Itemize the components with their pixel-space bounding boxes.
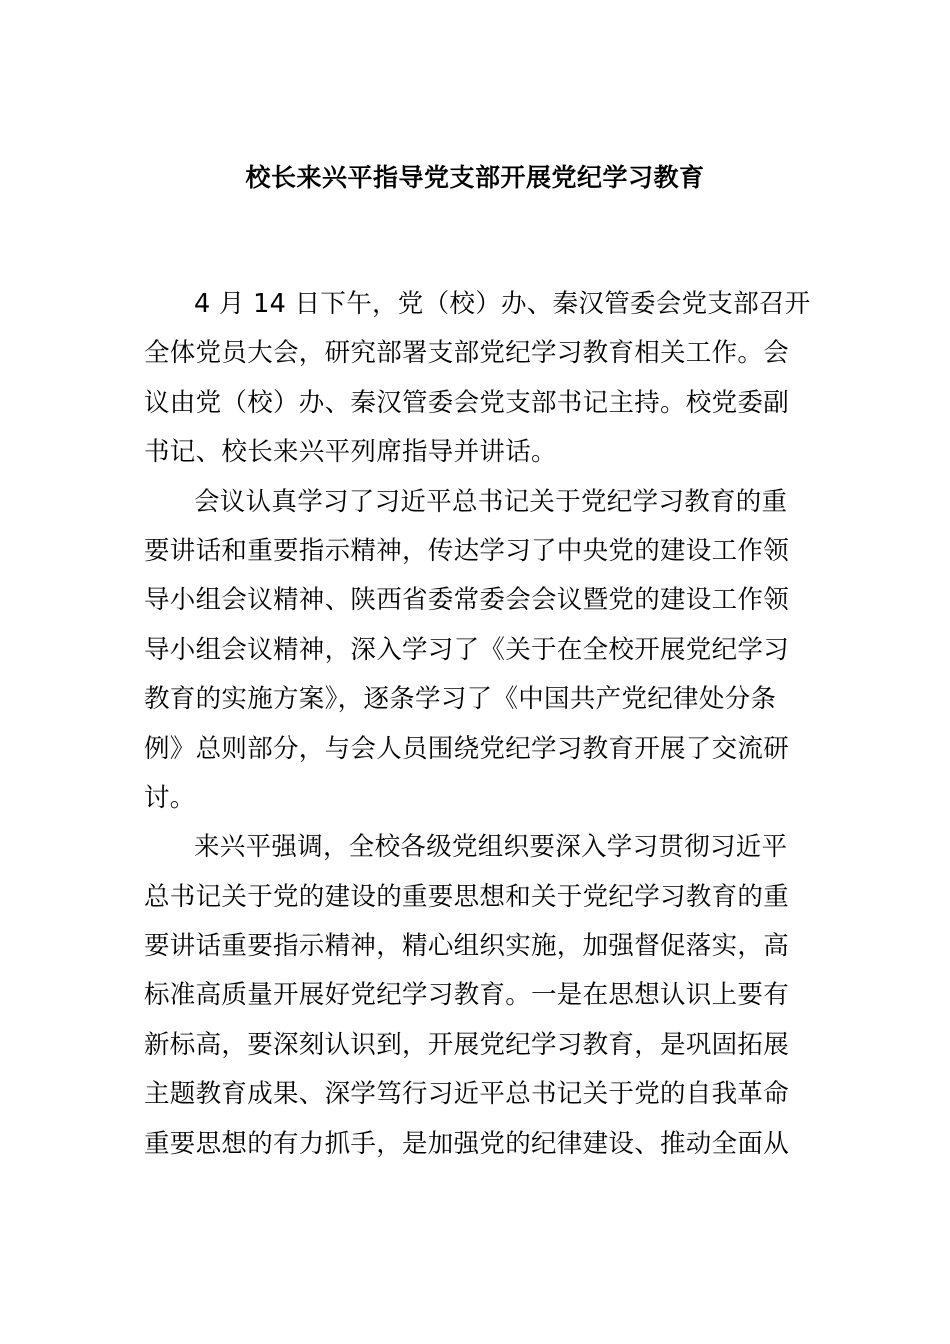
paragraph-line: 新标高，要深刻认识到，开展党纪学习教育，是巩固拓展 xyxy=(144,1029,790,1060)
document-title: 校长来兴平指导党支部开展党纪学习教育 xyxy=(245,163,705,192)
paragraph-line: 会议认真学习了习近平总书记关于党纪学习教育的重 xyxy=(194,486,788,517)
paragraph-line: 主题教育成果、深学笃行习近平总书记关于党的自我革命 xyxy=(144,1079,790,1110)
paragraph-line: 例》总则部分，与会人员围绕党纪学习教育开展了交流研 xyxy=(144,733,790,764)
paragraph-line: 教育的实施方案》，逐条学习了《中国共产党纪律处分条 xyxy=(144,684,777,715)
document-body xyxy=(144,280,809,1169)
paragraph-line: 议由党（校）办、秦汉管委会党支部书记主持。校党委副 xyxy=(144,387,790,418)
paragraph-line: 导小组会议精神、陕西省委常委会会议暨党的建设工作领 xyxy=(144,585,790,616)
paragraph-1 xyxy=(144,280,809,478)
paragraph-line: 重要思想的有力抓手，是加强党的纪律建设、推动全面从 xyxy=(144,1128,790,1159)
paragraph-2 xyxy=(144,478,809,824)
paragraph-line: 要讲话重要指示精神，精心组织实施，加强督促落实，高 xyxy=(144,931,790,962)
paragraph-line: 标准高质量开展好党纪学习教育。一是在思想认识上要有 xyxy=(144,980,790,1011)
paragraph-line: 来兴平强调，全校各级党组织要深入学习贯彻习近平 xyxy=(194,832,788,863)
paragraph-line: 要讲话和重要指示精神，传达学习了中央党的建设工作领 xyxy=(144,535,790,566)
paragraph-line: 总书记关于党的建设的重要思想和关于党纪学习教育的重 xyxy=(144,881,790,912)
paragraph-line: 导小组会议精神，深入学习了《关于在全校开展党纪学习 xyxy=(144,634,790,665)
paragraph-line: 讨。 xyxy=(144,782,196,813)
paragraph-3 xyxy=(144,823,809,1169)
paragraph-line: 全体党员大会，研究部署支部党纪学习教育相关工作。会 xyxy=(144,338,790,369)
paragraph-line: 书记、校长来兴平列席指导并讲话。 xyxy=(144,437,557,468)
paragraph-line: 4 月 14 日下午，党（校）办、秦汉管委会党支部召开 xyxy=(194,289,811,319)
